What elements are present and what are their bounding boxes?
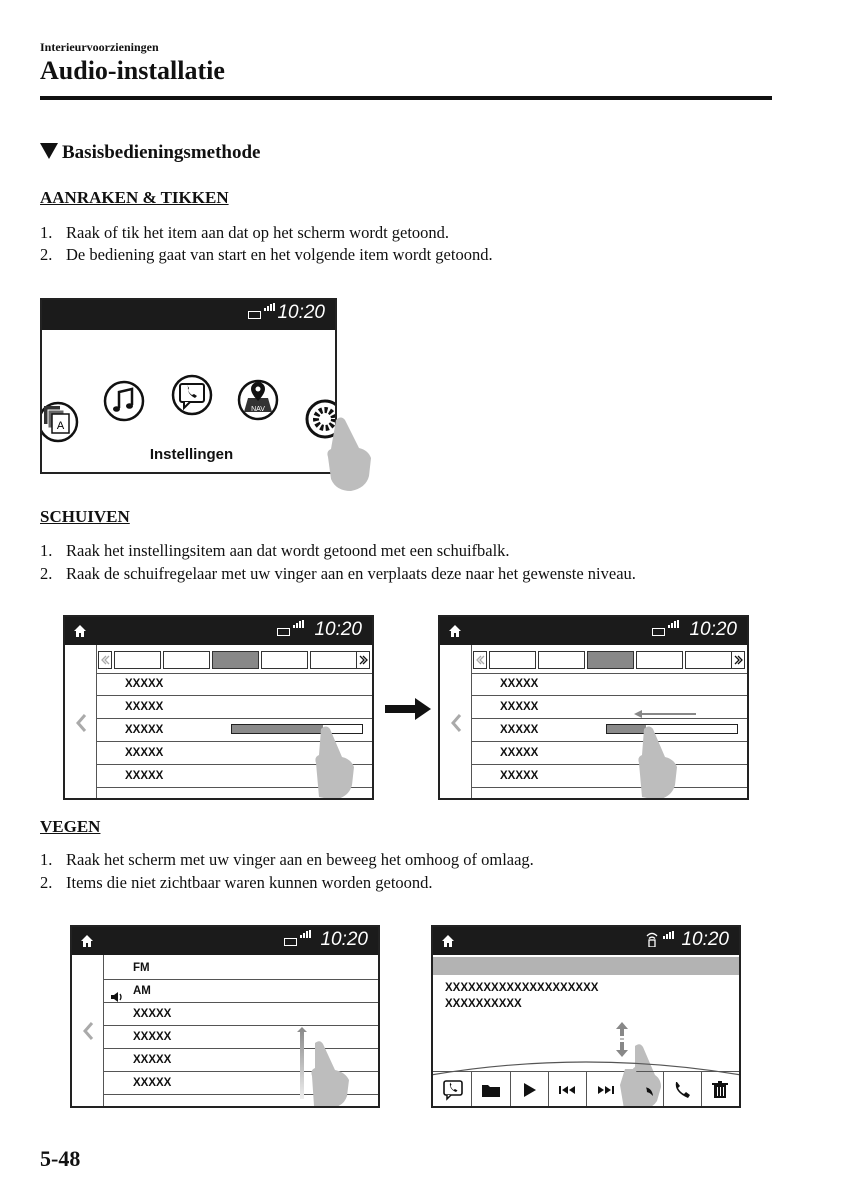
nav-label: NAV [251, 406, 265, 413]
home-icon[interactable] [73, 624, 87, 638]
list-item-label: XXXXX [500, 701, 539, 713]
settings-caption: Instellingen [149, 446, 234, 463]
phone-icon[interactable] [173, 376, 211, 414]
status-icons [277, 628, 307, 636]
finger-pointer [326, 414, 376, 494]
tab-3[interactable] [587, 651, 634, 669]
tab-scroll-right[interactable] [356, 651, 370, 669]
tab-scroll-left[interactable] [98, 651, 112, 669]
message-screen [431, 925, 741, 1108]
applications-icon[interactable] [42, 403, 77, 441]
message-line-1: XXXXXXXXXXXXXXXXXXXX [445, 982, 599, 994]
row-divider [104, 1002, 378, 1003]
navigation-icon[interactable] [239, 381, 277, 419]
battery-icon [277, 628, 290, 636]
step-number: 1. [40, 541, 53, 560]
trash-icon [708, 1078, 732, 1102]
sub-heading [40, 142, 260, 164]
row-divider [472, 787, 747, 788]
list-item-label: XXXXX [133, 1031, 172, 1043]
clock: 10:20 [689, 619, 737, 640]
list-item-label: XXXXX [500, 678, 539, 690]
status-bar [65, 617, 372, 645]
toolbar-button-2[interactable] [471, 1071, 509, 1108]
list-item-label: XXXXX [500, 770, 539, 782]
tab-2[interactable] [163, 651, 210, 669]
slider-screen-before [63, 615, 374, 800]
step-text: Items die niet zichtbaar waren kunnen worden getoond. [66, 873, 433, 892]
slider-fill [232, 725, 323, 733]
tab-5[interactable] [685, 651, 732, 669]
row-divider [472, 673, 747, 674]
battery-icon [652, 628, 665, 636]
tab-5[interactable] [310, 651, 357, 669]
status-bar [72, 927, 378, 955]
list-item-label: XXXXX [125, 747, 164, 759]
swipe-gesture [292, 1027, 362, 1107]
left-arrow-icon [634, 709, 704, 719]
row-divider [97, 673, 372, 674]
tab-4[interactable] [261, 651, 308, 669]
list-screen [70, 925, 380, 1108]
battery-icon [284, 938, 297, 946]
toolbar-button-8[interactable] [701, 1071, 739, 1108]
status-icons [645, 931, 677, 947]
row-divider [472, 695, 747, 696]
slider-screen-after [438, 615, 749, 800]
toolbar-button-4[interactable] [548, 1071, 586, 1108]
finger-pointer [619, 1069, 659, 1108]
row-divider [97, 695, 372, 696]
tab-1[interactable] [114, 651, 161, 669]
next-icon [594, 1078, 618, 1102]
tab-4[interactable] [636, 651, 683, 669]
list-item-label: XXXXX [125, 770, 164, 782]
home-screen [40, 298, 337, 474]
play-icon [517, 1078, 541, 1102]
list-item-label: AM [133, 985, 151, 997]
list-item-label: XXXXX [500, 724, 539, 736]
toolbar-button-3[interactable] [510, 1071, 548, 1108]
list-item-label: XXXXX [125, 678, 164, 690]
sidebar-divider [96, 645, 97, 798]
swipe-step-2 [40, 871, 433, 895]
back-chevron-icon[interactable] [82, 1021, 94, 1041]
message-line-2: XXXXXXXXXX [445, 998, 522, 1010]
sidebar-divider [103, 955, 104, 1106]
status-icons [248, 311, 278, 319]
step-number: 1. [40, 223, 53, 242]
page-title: Audio-installatie [40, 56, 225, 85]
step-text: Raak de schuifregelaar met uw vinger aan en verplaats deze naar het gewenste niveau. [66, 564, 636, 583]
list-item-label: FM [133, 962, 150, 974]
sidebar-divider [471, 645, 472, 798]
clock: 10:20 [681, 929, 729, 950]
touch-step-1 [40, 221, 449, 245]
swipe-heading: VEGEN [40, 817, 101, 836]
right-arrow-icon [385, 696, 435, 722]
list-item-label: XXXXX [133, 1077, 172, 1089]
section-label: Interieurvoorzieningen [40, 40, 159, 54]
clock: 10:20 [320, 929, 368, 950]
app-letter: A [56, 420, 65, 432]
finger-pointer [315, 725, 365, 800]
swipe-step-1 [40, 848, 534, 872]
back-chevron-icon[interactable] [75, 713, 87, 733]
slide-step-2 [40, 562, 636, 586]
header-rule [40, 96, 772, 100]
toolbar-button-7[interactable] [663, 1071, 701, 1108]
triangle-icon [40, 143, 58, 159]
step-number: 1. [40, 850, 53, 869]
row-divider [97, 718, 372, 719]
music-icon[interactable] [105, 382, 143, 420]
clock: 10:20 [277, 302, 325, 323]
speaker-icon [110, 991, 124, 1003]
slide-heading: SCHUIVEN [40, 507, 130, 526]
row-divider [472, 741, 747, 742]
status-bar [42, 300, 335, 330]
message-subject-bar [433, 957, 739, 975]
list-item-label: XXXXX [125, 701, 164, 713]
tab-scroll-right[interactable] [731, 651, 745, 669]
step-number: 2. [40, 564, 53, 583]
list-item-label: XXXXX [133, 1054, 172, 1066]
back-chevron-icon[interactable] [450, 713, 462, 733]
step-number: 2. [40, 245, 53, 264]
step-text: Raak of tik het item aan dat op het scherm wordt getoond. [66, 223, 450, 242]
row-divider [472, 718, 747, 719]
tab-2[interactable] [538, 651, 585, 669]
status-icons [284, 938, 314, 946]
list-item-label: XXXXX [133, 1008, 172, 1020]
step-text: Raak het scherm met uw vinger aan en beweeg het omhoog of omlaag. [66, 850, 534, 869]
page-number: 5-48 [40, 1146, 81, 1171]
slide-step-1 [40, 539, 510, 563]
status-bar [440, 617, 747, 645]
tab-3[interactable] [212, 651, 259, 669]
home-icon[interactable] [448, 624, 462, 638]
touch-heading: AANRAKEN & TIKKEN [40, 188, 229, 207]
folder-icon [479, 1078, 503, 1102]
row-divider [104, 1025, 378, 1026]
phone-icon [440, 1078, 464, 1102]
tab-scroll-left[interactable] [473, 651, 487, 669]
phone-signal-icon [645, 931, 659, 947]
step-number: 2. [40, 873, 53, 892]
battery-icon [248, 311, 261, 319]
call-icon [670, 1078, 694, 1102]
clock: 10:20 [314, 619, 362, 640]
touch-step-2 [40, 243, 493, 267]
finger-pointer [638, 725, 688, 800]
tab-1[interactable] [489, 651, 536, 669]
status-bar [433, 927, 739, 955]
home-icon[interactable] [441, 934, 455, 948]
step-text: De bediening gaat van start en het volgende item wordt getoond. [66, 245, 493, 264]
step-text: Raak het instellingsitem aan dat wordt getoond met een schuifbalk. [66, 541, 510, 560]
status-icons [652, 628, 682, 636]
sub-heading-text: Basisbedieningsmethode [62, 142, 261, 163]
row-divider [472, 764, 747, 765]
toolbar-button-1[interactable] [433, 1071, 471, 1108]
previous-icon [555, 1078, 579, 1102]
list-item-label: XXXXX [125, 724, 164, 736]
row-divider [104, 979, 378, 980]
home-icon[interactable] [80, 934, 94, 948]
list-item-label: XXXXX [500, 747, 539, 759]
